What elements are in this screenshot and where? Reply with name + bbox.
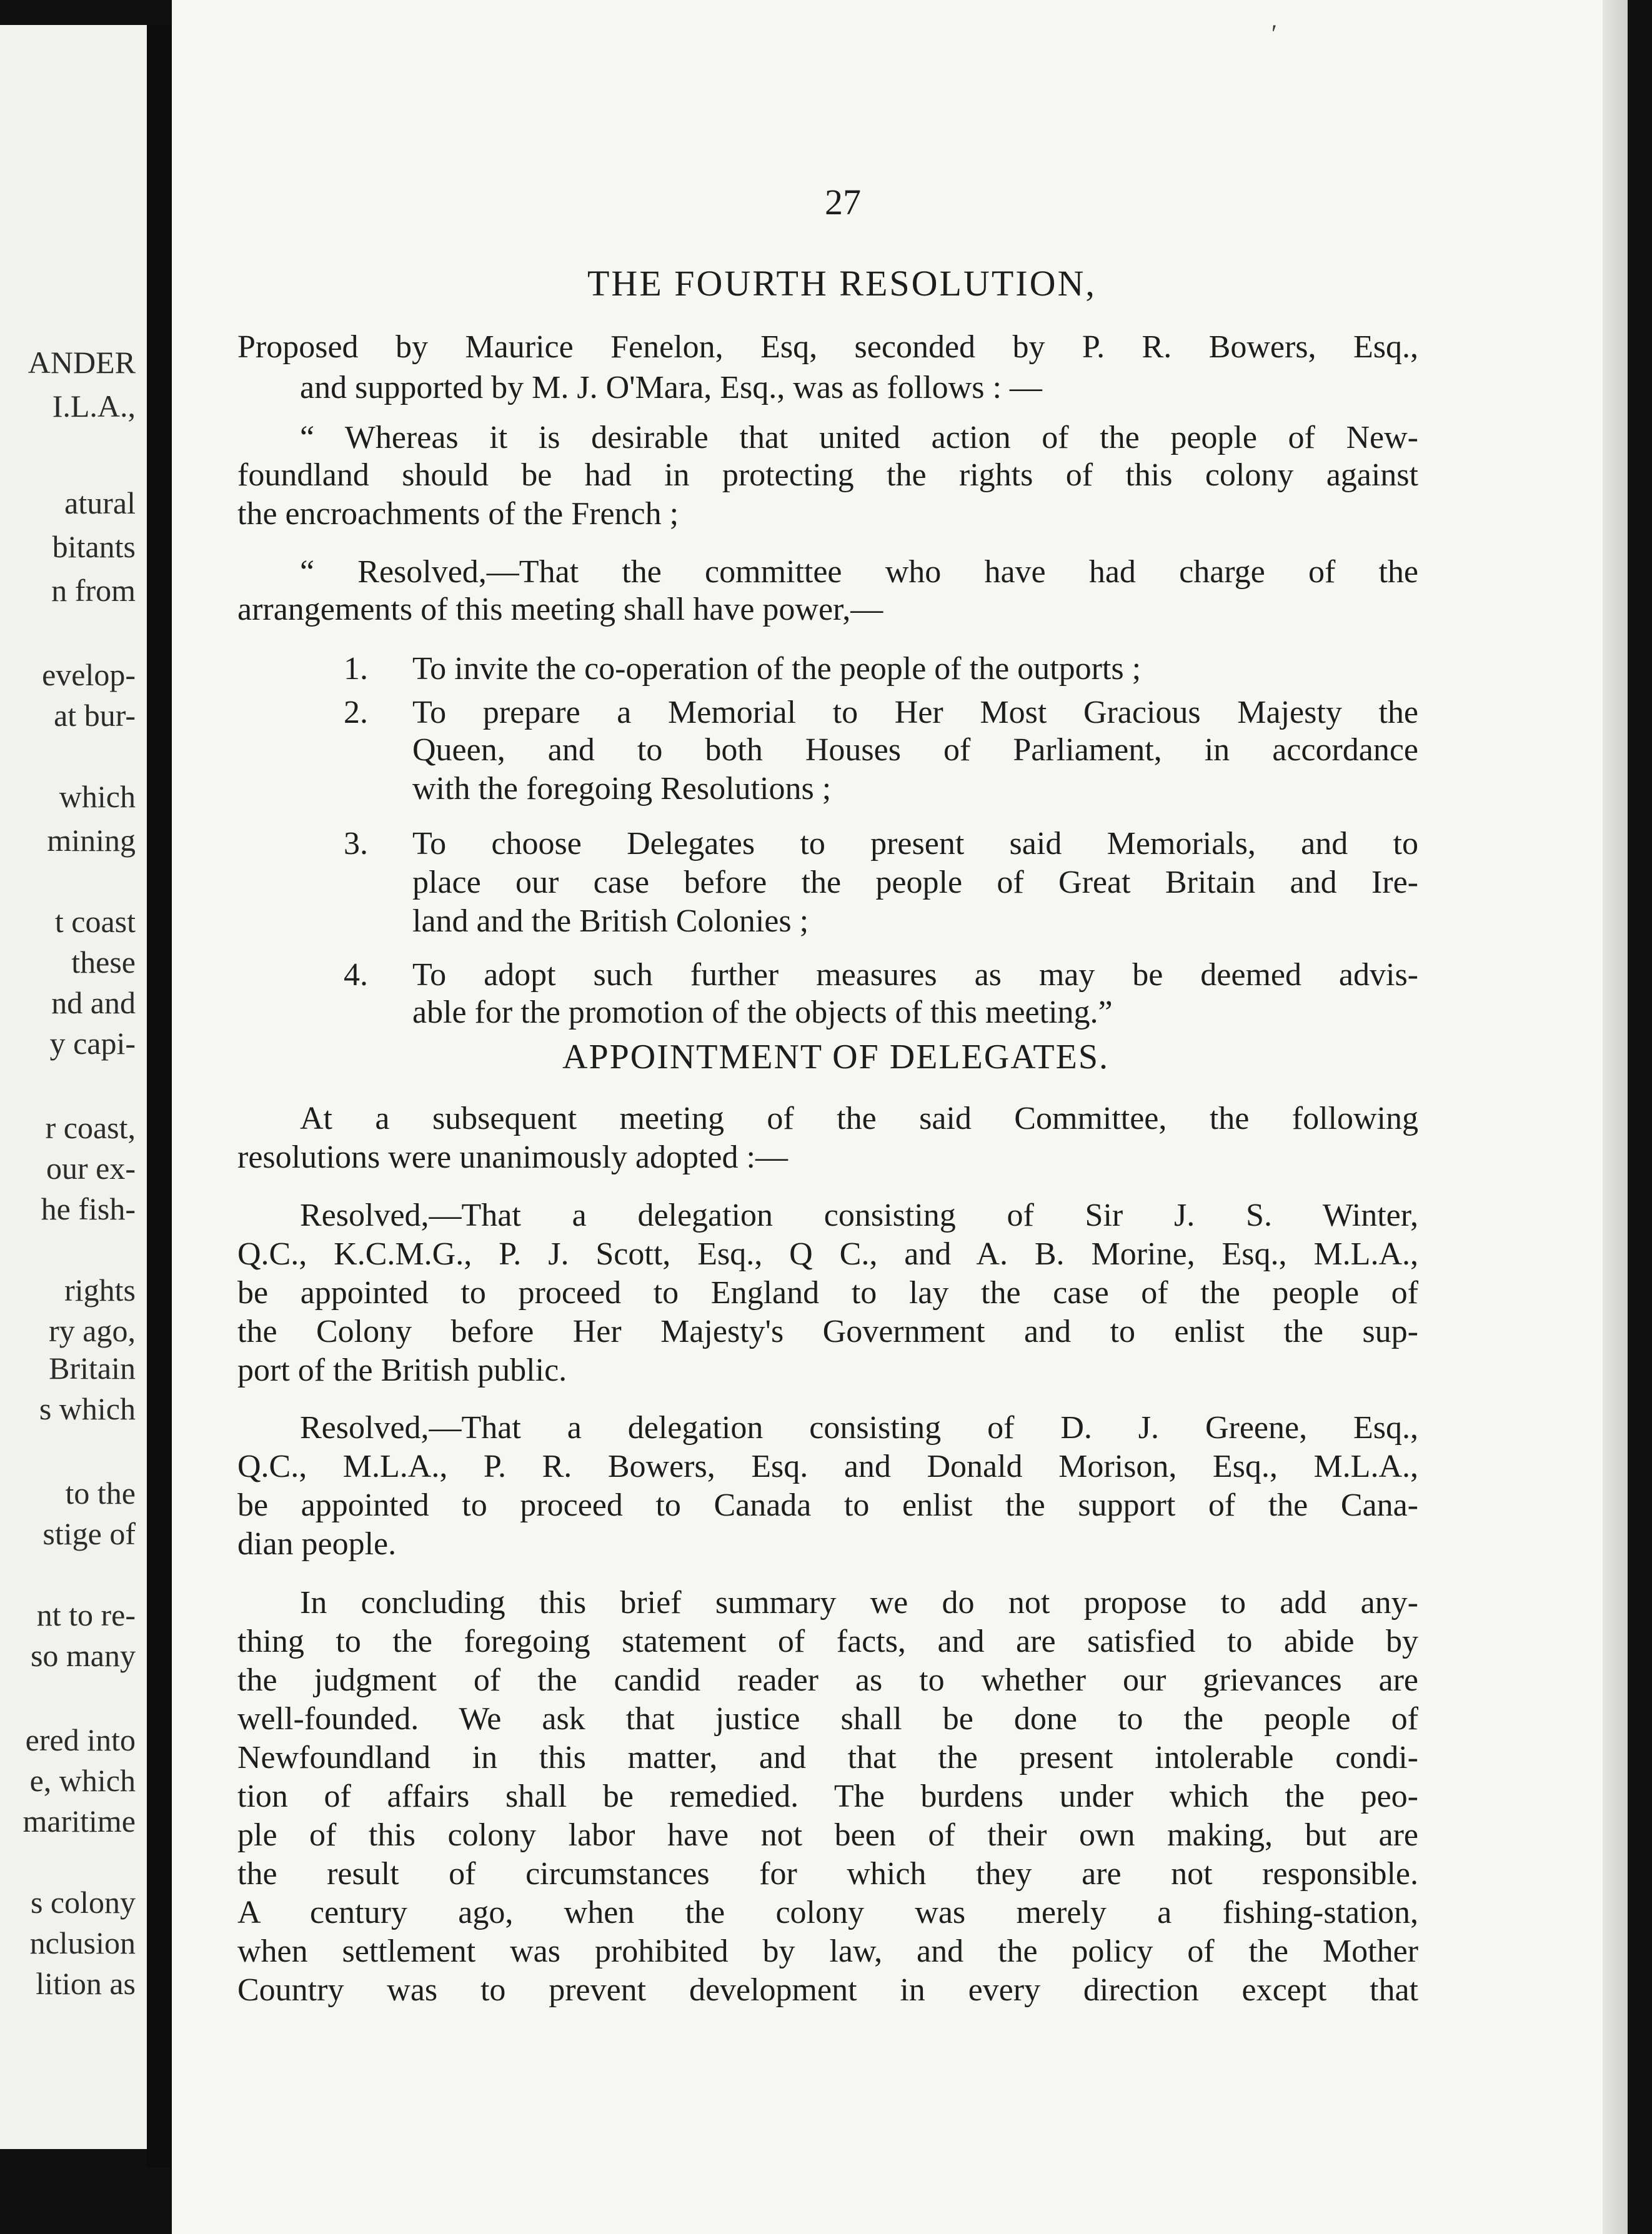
item-line: land and the British Colonies ; bbox=[412, 903, 809, 939]
left-fragment-line: stige of bbox=[42, 1516, 136, 1551]
resolution-line: dian people. bbox=[237, 1526, 397, 1562]
resolution-line: be appointed to proceed to Canada to enlist the support of the Cana- bbox=[237, 1487, 1418, 1523]
resolution-line: Q.C., K.C.M.G., P. J. Scott, Esq., Q C., and A. B. Morine, Esq., M.L.A., bbox=[237, 1236, 1418, 1272]
concluding-line: well-founded. We ask that justice shall be done to the people of bbox=[237, 1701, 1418, 1737]
resolution-line: the Colony before Her Majesty's Government and to enlist the sup- bbox=[237, 1314, 1418, 1349]
proposed-line: and supported by M. J. O'Mara, Esq., was as follows : — bbox=[300, 370, 1042, 405]
resolution-line: Q.C., M.L.A., P. R. Bowers, Esq. and Donald Morison, Esq., M.L.A., bbox=[237, 1449, 1418, 1484]
left-fragment-line: I.L.A., bbox=[52, 389, 136, 424]
concluding-line: Newfoundland in this matter, and that the present intolerable condi- bbox=[237, 1740, 1418, 1775]
left-fragment-line: so many bbox=[30, 1638, 136, 1673]
left-fragment-line: evelop- bbox=[42, 657, 136, 692]
left-fragment-line: y capi- bbox=[49, 1026, 136, 1061]
proposed-line: Proposed by Maurice Fenelon, Esq, seconded by P. R. Bowers, Esq., bbox=[237, 329, 1418, 365]
left-fragment-line: ANDER bbox=[27, 345, 136, 380]
item-number: 1. bbox=[344, 651, 368, 687]
resolution-line: be appointed to proceed to England to lay the case of the people of bbox=[237, 1275, 1418, 1311]
page-edge-shadow bbox=[1603, 0, 1628, 2234]
concluding-line: tion of affairs shall be remedied. The burdens under which the peo- bbox=[237, 1779, 1418, 1814]
item-number: 2. bbox=[344, 695, 368, 730]
previous-page-fragment bbox=[0, 25, 147, 2149]
scan-mark: ʹ bbox=[1271, 19, 1277, 47]
left-fragment-line: bitants bbox=[52, 529, 136, 564]
subsequent-line: resolutions were unanimously adopted :— bbox=[237, 1139, 788, 1175]
left-fragment-line: s which bbox=[39, 1391, 136, 1426]
resolved-intro-line: arrangements of this meeting shall have power,— bbox=[237, 592, 883, 627]
concluding-line: thing to the foregoing statement of facts, and are satisfied to abide by bbox=[237, 1624, 1418, 1659]
left-fragment-line: lition as bbox=[36, 1966, 136, 2001]
whereas-line: foundland should be had in protecting the rights of this colony against bbox=[237, 457, 1418, 493]
page-number: 27 bbox=[825, 182, 861, 222]
left-fragment-line: Britain bbox=[49, 1351, 136, 1386]
left-fragment-line: maritime bbox=[22, 1804, 136, 1839]
subsequent-line: At a subsequent meeting of the said Committee, the following bbox=[300, 1101, 1418, 1136]
concluding-line: the judgment of the candid reader as to whether our grievances are bbox=[237, 1662, 1418, 1698]
item-line: To adopt such further measures as may be deemed advis- bbox=[412, 957, 1418, 993]
left-fragment-line: nclusion bbox=[29, 1925, 136, 1960]
left-fragment-line: s colony bbox=[30, 1885, 136, 1920]
whereas-line: the encroachments of the French ; bbox=[237, 496, 679, 532]
left-fragment-line: nd and bbox=[51, 985, 136, 1020]
left-fragment-line: he fish- bbox=[41, 1191, 136, 1226]
item-line: with the foregoing Resolutions ; bbox=[412, 771, 832, 807]
item-line: To choose Delegates to present said Memorials, and to bbox=[412, 826, 1418, 861]
left-fragment-line: e, which bbox=[29, 1763, 136, 1798]
resolved-intro-line: “ Resolved,—That the committee who have had charge of the bbox=[300, 554, 1418, 590]
whereas-line: “ Whereas it is desirable that united action of the people of New- bbox=[300, 420, 1418, 455]
left-fragment-line: t coast bbox=[54, 904, 136, 939]
item-line: To invite the co-operation of the people of the outports ; bbox=[412, 651, 1142, 687]
concluding-line: the result of circumstances for which they are not responsible. bbox=[237, 1856, 1418, 1892]
left-fragment-line: which bbox=[59, 779, 136, 814]
concluding-line: In concluding this brief summary we do not propose to add any- bbox=[300, 1585, 1418, 1621]
left-fragment-line: ered into bbox=[25, 1722, 136, 1757]
resolution-line: Resolved,—That a delegation consisting of D. J. Greene, Esq., bbox=[300, 1410, 1418, 1446]
document-page bbox=[172, 0, 1628, 2234]
item-line: place our case before the people of Great Britain and Ire- bbox=[412, 865, 1418, 900]
item-line: able for the promotion of the objects of this meeting.” bbox=[412, 995, 1113, 1030]
concluding-line: A century ago, when the colony was merely a fishing-station, bbox=[237, 1895, 1418, 1930]
left-fragment-line: r coast, bbox=[45, 1110, 136, 1145]
left-fragment-line: ry ago, bbox=[49, 1313, 136, 1348]
item-line: To prepare a Memorial to Her Most Gracious Majesty the bbox=[412, 695, 1418, 730]
left-fragment-line: our ex- bbox=[46, 1151, 136, 1186]
section-title: THE FOURTH RESOLUTION, bbox=[587, 263, 1097, 304]
left-fragment-line: to the bbox=[65, 1476, 136, 1511]
left-fragment-line: these bbox=[71, 945, 136, 980]
section-heading: APPOINTMENT OF DELEGATES. bbox=[562, 1038, 1109, 1076]
left-fragment-line: mining bbox=[47, 823, 136, 858]
concluding-line: when settlement was prohibited by law, and the policy of the Mother bbox=[237, 1934, 1418, 1969]
resolution-line: port of the British public. bbox=[237, 1353, 567, 1388]
concluding-line: ple of this colony labor have not been of their own making, but are bbox=[237, 1817, 1418, 1853]
left-fragment-line: n from bbox=[51, 573, 136, 608]
left-fragment-line: at bur- bbox=[54, 698, 136, 733]
binding-gutter bbox=[147, 25, 172, 2168]
resolution-line: Resolved,—That a delegation consisting of Sir J. S. Winter, bbox=[300, 1198, 1418, 1233]
left-fragment-line: nt to re- bbox=[36, 1597, 136, 1632]
item-number: 4. bbox=[344, 957, 368, 993]
item-line: Queen, and to both Houses of Parliament, in accordance bbox=[412, 732, 1418, 768]
left-fragment-line: atural bbox=[64, 485, 136, 520]
concluding-line: Country was to prevent development in every direction except that bbox=[237, 1972, 1418, 2008]
left-fragment-line: rights bbox=[64, 1273, 136, 1308]
item-number: 3. bbox=[344, 826, 368, 861]
